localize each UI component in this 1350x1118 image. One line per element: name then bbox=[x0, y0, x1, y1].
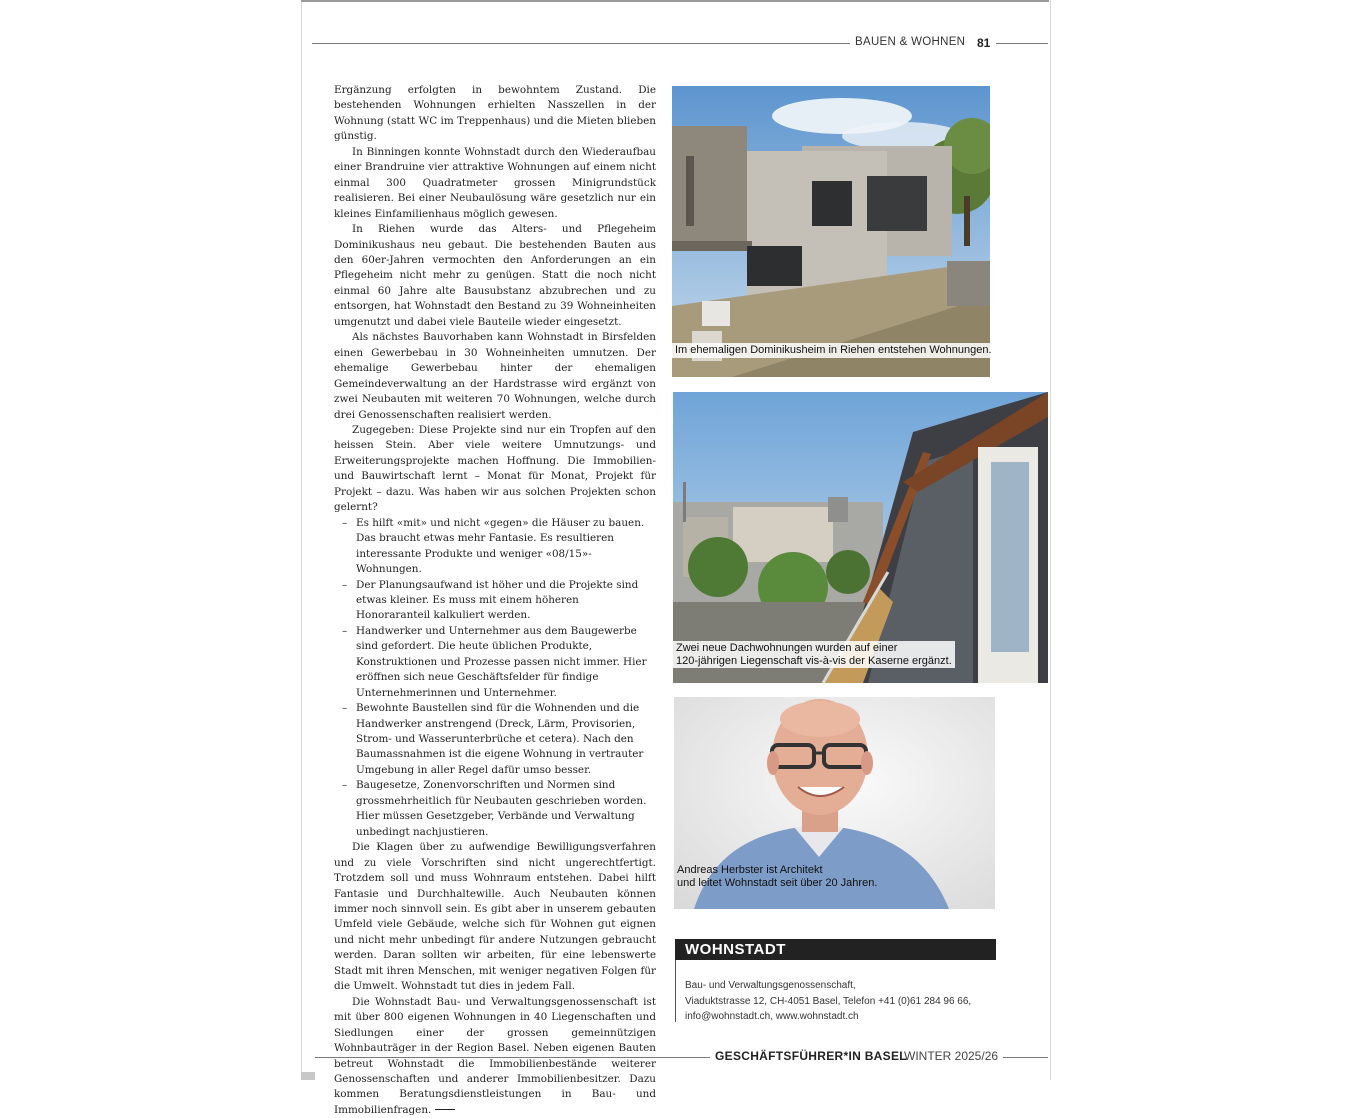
paragraph: In Riehen wurde das Alters- und Pflegeheim Dominikushaus neu gebaut. Die bestehenden Bauten aus den 60er-Jahren vermochten den Anforderungen an ein Pflegeheim nicht mehr zu genügen. Statt die noch nicht einmal 60 Jahre alte Bausubstanz abzubrechen und zu entsorgen, hat Wohnstadt den Bestand zu 39 Wohneinheiten umgenutzt und dabei viele Bauteile wieder eingesetzt. bbox=[334, 223, 656, 328]
infobox-rule bbox=[675, 960, 676, 1022]
paragraph-text: Die Wohnstadt Bau- und Verwaltungsgenossenschaft ist mit über 800 eigenen Wohnungen in 40 Liegenschaften und Siedlungen einer der grossen gemeinnützigen Wohnbauträger in der Region Basel. Neben eigenen Bauten betreut Wohnstadt die Immobilienbestände weiterer Genossenschaften und anderer Immobilienbesitzer. Dazu kommen Beratungsdienstleistungen in Bau- und Immobilienfragen. bbox=[334, 995, 656, 1116]
caption-line: Zwei neue Dachwohnungen wurden auf einer bbox=[676, 642, 898, 654]
paragraph: Ergänzung erfolgten in bewohntem Zustand. Die bestehenden Wohnungen erhielten Nasszellen in der Wohnung (statt WC im Treppenhaus) und die Mieten blieben günstig. bbox=[334, 84, 656, 143]
publication-name: GESCHÄFTSFÜHRER*IN BASEL bbox=[715, 1049, 907, 1063]
contact-line: Viaduktstrasse 12, CH-4051 Basel, Telefon +41 (0)61 284 96 66, bbox=[685, 995, 972, 1007]
header-rule-left bbox=[312, 43, 850, 44]
dash-marker: – bbox=[342, 624, 348, 637]
section-title: BAUEN & WOHNEN bbox=[855, 36, 966, 48]
list-item-text: Handwerker und Unternehmer aus dem Baugewerbe sind gefordert. Die heute üblichen Produkte, Konstruktionen und Prozesse passen nicht immer. Hier eröffnen sich neue Geschäftsfelder für findige Unternehmerinnen und Unternehmer. bbox=[356, 624, 647, 699]
page-number: 81 bbox=[977, 36, 991, 50]
page-top-edge bbox=[301, 0, 1049, 2]
contact-line[interactable]: info@wohnstadt.ch, www.wohnstadt.ch bbox=[685, 1011, 859, 1022]
page-corner bbox=[301, 1072, 315, 1080]
photo-dominikusheim bbox=[672, 86, 990, 377]
paragraph: Die Klagen über zu aufwendige Bewilligungsverfahren und zu viele Vorschriften sind nicht ungerechtfertigt. Trotzdem soll und muss Wohnraum entstehen. Dabei hilft Fantasie und Durchhaltewille. Auch Neubauten können immer noch sinnvoll sein. Es gibt aber in unserem gebauten Umfeld viele Gebäude, welche sich für Wohnen gut eignen und nicht mehr unbedingt für andere Nutzungen gebraucht werden. Daran sollten wir arbeiten, für eine lebenswerte Stadt mit ihren Menschen, mit weniger negativen Folgen für die Umwelt. Wohnstadt tut dies in jedem Fall. bbox=[334, 841, 656, 993]
paragraph: Als nächstes Bauvorhaben kann Wohnstadt in Birsfelden einen Gewerbebau in 30 Wohneinheiten umnutzen. Der ehemalige Gewerbebau hinter der ehemaligen Gemeindeverwaltung an der Hardstrasse wird ergänzt von zwei Neubauten mit weiteren 70 Wohnungen, welche durch drei Genossenschaften realisiert werden. bbox=[334, 331, 656, 421]
list-item bbox=[342, 624, 656, 701]
dash-marker: – bbox=[342, 516, 348, 529]
footer-rule-right bbox=[1003, 1057, 1048, 1058]
caption-line: Andreas Herbster ist Architekt bbox=[677, 864, 823, 876]
photo-caption bbox=[674, 863, 880, 890]
list-item bbox=[342, 578, 656, 624]
list-item bbox=[342, 778, 656, 840]
photo-caption: Im ehemaligen Dominikusheim in Riehen entstehen Wohnungen. bbox=[672, 343, 995, 358]
infobox-title: WOHNSTADT bbox=[685, 941, 786, 958]
caption-line: und leitet Wohnstadt seit über 20 Jahren. bbox=[677, 876, 878, 889]
list-item-text: Es hilft «mit» und nicht «gegen» die Häuser zu bauen. Das braucht etwas mehr Fantasie. Es resultieren interessante Produkte und weniger «08/15»-Wohnungen. bbox=[356, 516, 645, 576]
header-rule-right bbox=[996, 43, 1048, 44]
article-column bbox=[334, 83, 656, 1118]
lessons-list bbox=[334, 516, 656, 841]
building-illustration bbox=[672, 86, 990, 377]
footer-rule-left bbox=[315, 1057, 710, 1058]
contact-line: Bau- und Verwaltungsgenossenschaft, bbox=[685, 980, 856, 991]
list-item bbox=[342, 516, 656, 578]
caption-line: 120-jährigen Liegenschaft vis-à-vis der Kaserne ergänzt. bbox=[676, 654, 952, 667]
photo-dachwohnungen bbox=[673, 392, 1048, 683]
photo-caption bbox=[673, 641, 955, 668]
paragraph: In Binningen konnte Wohnstadt durch den Wiederaufbau einer Brandruine vier attraktive Wohnungen auf einem nicht einmal 300 Quadratmeter grossen Minigrundstück realisieren. Bei einer Neubaulösung wäre gesetzlich nur ein kleines Einfamilienhaus möglich gewesen. bbox=[334, 145, 656, 220]
dash-marker: – bbox=[342, 779, 348, 792]
list-item-text: Der Planungsaufwand ist höher und die Projekte sind etwas kleiner. Es muss mit einem höheren Honoraranteil kalkuliert werden. bbox=[356, 578, 639, 622]
paragraph: Zugegeben: Diese Projekte sind nur ein Tropfen auf den heissen Stein. Aber viele weitere Umnutzungs- und Erweiterungsprojekte machen Hoffnung. Die Immobilien- und Bauwirtschaft lernt – Monat für Monat, Projekt für Projekt – dazu. Was haben wir aus solchen Projekten schon gelernt? bbox=[334, 423, 656, 514]
issue-label: WINTER 2025/26 bbox=[904, 1049, 999, 1063]
list-item-text: Bewohnte Baustellen sind für die Wohnenden und die Handwerker anstrengend (Dreck, Lärm, Provisorien, Strom- und Wasserunterbrüche et cetera). Nach den Baumassnahmen ist die eigene Wohnung in vertrauter Umgebung in aller Regel dafür umso besser. bbox=[356, 702, 644, 776]
list-item bbox=[342, 701, 656, 778]
infobox-contact bbox=[685, 978, 971, 1025]
dash-marker: – bbox=[342, 578, 348, 591]
end-mark bbox=[435, 1109, 455, 1110]
rooftop-illustration bbox=[673, 392, 1048, 683]
list-item-text: Baugesetze, Zonenvorschriften und Normen sind grossmehrheitlich für Neubauten geschrieben worden. Hier müssen Gesetzgeber, Verbände und Verwaltung unbedingt nachjustieren. bbox=[356, 779, 647, 838]
dash-marker: – bbox=[342, 702, 348, 715]
